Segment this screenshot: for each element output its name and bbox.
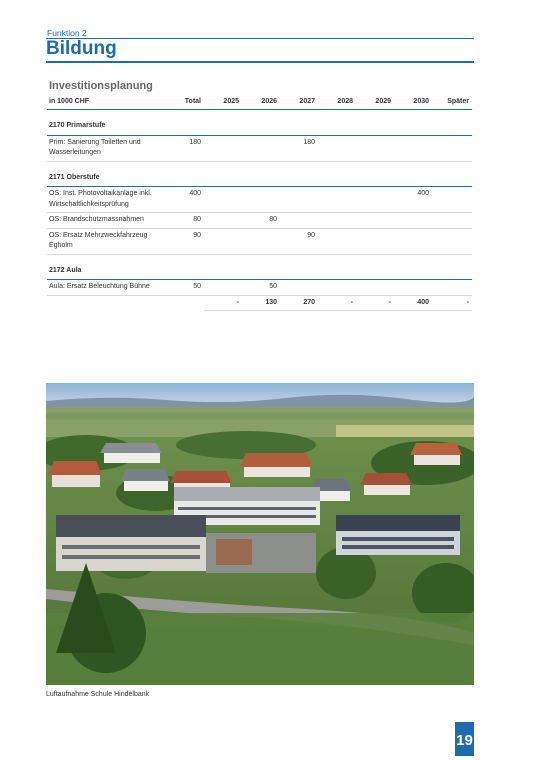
cell-2028 (318, 213, 356, 229)
column-header: 2025 (204, 95, 242, 110)
item-label: Prim: Sanierung Toiletten und Wasserleitungen (47, 136, 167, 162)
table-row (47, 213, 472, 229)
cell-2026 (242, 229, 280, 255)
totals-row (47, 296, 472, 312)
cell-total: 80 (167, 213, 204, 229)
column-header: Total (167, 95, 204, 110)
cell-2029 (356, 187, 394, 213)
investment-table (47, 95, 472, 311)
total-2030: 400 (394, 296, 432, 312)
cell-2028 (318, 187, 356, 213)
group-label: 2172 Aula (47, 264, 472, 281)
cell-2026 (242, 136, 280, 162)
cell-2029 (356, 229, 394, 255)
cell-2025 (204, 187, 242, 213)
group-label: 2171 Oberstufe (47, 171, 472, 188)
page-title: Bildung (46, 38, 117, 59)
total-later: - (432, 296, 472, 312)
page-number: 19 (455, 722, 474, 756)
section-heading: Investitionsplanung (49, 80, 153, 92)
aerial-photo (46, 383, 474, 685)
item-label: OS: Brandschutzmassnahmen (47, 213, 167, 229)
cell-2027: 180 (280, 136, 318, 162)
item-label: Aula: Ersatz Beleuchtung Bühne (47, 280, 167, 296)
cell-later (432, 187, 472, 213)
cell-2028 (318, 229, 356, 255)
cell-2026 (242, 187, 280, 213)
item-label: OS: Ersatz Mehrzweckfahrzeug Egholm (47, 229, 167, 255)
cell-total: 180 (167, 136, 204, 162)
cell-2029 (356, 280, 394, 296)
cell-2025 (204, 213, 242, 229)
cell-2030 (394, 213, 432, 229)
column-header: 2030 (394, 95, 432, 110)
cell-later (432, 136, 472, 162)
cell-later (432, 229, 472, 255)
column-header: 2029 (356, 95, 394, 110)
column-header: in 1000 CHF (47, 95, 167, 110)
total-2027: 270 (280, 296, 318, 312)
cell-2030 (394, 136, 432, 162)
table-row (47, 187, 472, 213)
group-label: 2170 Primarstufe (47, 119, 472, 136)
cell-total: 90 (167, 229, 204, 255)
cell-2025 (204, 136, 242, 162)
item-label: OS: Inst. Photovoltaikanlage inkl. Wirtschaftlichkeitsprüfung (47, 187, 167, 213)
photo-caption: Luftaufnahme Schule Hindelbank (46, 691, 150, 698)
cell-2029 (356, 213, 394, 229)
total-2028: - (318, 296, 356, 312)
column-header: 2028 (318, 95, 356, 110)
cell-2025 (204, 229, 242, 255)
table-header-row (47, 95, 472, 110)
totals-label (47, 296, 167, 312)
cell-total: 50 (167, 280, 204, 296)
cell-2030 (394, 229, 432, 255)
cell-2030 (394, 280, 432, 296)
cell-2030: 400 (394, 187, 432, 213)
totals-total (167, 296, 204, 312)
group-row (47, 264, 472, 281)
table-row (47, 280, 472, 296)
total-2029: - (356, 296, 394, 312)
group-row (47, 171, 472, 188)
cell-2025 (204, 280, 242, 296)
cell-2026: 50 (242, 280, 280, 296)
table-row (47, 229, 472, 255)
cell-2029 (356, 136, 394, 162)
cell-later (432, 280, 472, 296)
cell-2027: 90 (280, 229, 318, 255)
cell-2027 (280, 280, 318, 296)
cell-2026: 80 (242, 213, 280, 229)
total-2025: - (204, 296, 242, 312)
column-header: Später (432, 95, 472, 110)
column-header: 2026 (242, 95, 280, 110)
cell-later (432, 213, 472, 229)
function-label: Funktion 2 (47, 28, 87, 38)
cell-total: 400 (167, 187, 204, 213)
cell-2027 (280, 213, 318, 229)
total-2026: 130 (242, 296, 280, 312)
cell-2027 (280, 187, 318, 213)
cell-2028 (318, 136, 356, 162)
table-row (47, 136, 472, 162)
group-row (47, 119, 472, 136)
column-header: 2027 (280, 95, 318, 110)
title-rule (46, 61, 474, 63)
cell-2028 (318, 280, 356, 296)
